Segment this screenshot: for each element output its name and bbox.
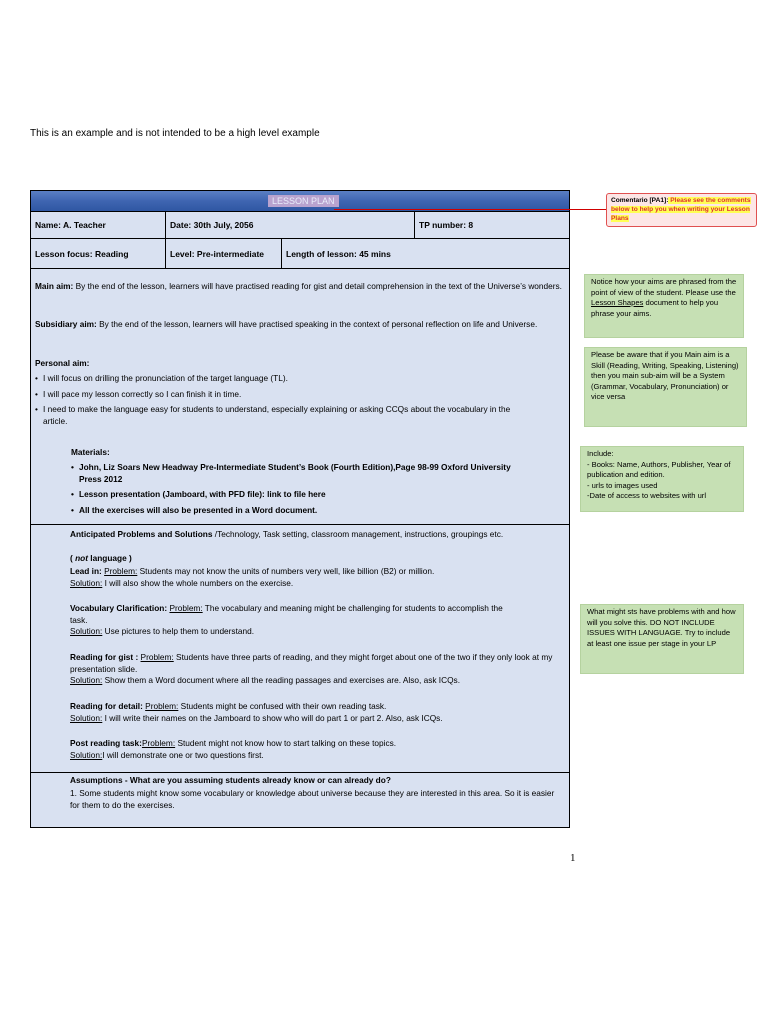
materials-label: Materials: bbox=[71, 447, 110, 457]
intro-text: This is an example and is not intended to be a high level example bbox=[30, 128, 320, 139]
main-aim: Main aim: By the end of the lesson, learners will have practised reading for gist and detail comprehension in the text of the Universe’s wonders. bbox=[35, 281, 562, 291]
review-comment[interactable]: Comentario [PA1]: Please see the comments below to help you when writing your Lesson Plans bbox=[606, 193, 757, 227]
comment-connector bbox=[334, 209, 606, 210]
info-row-1 bbox=[31, 211, 569, 238]
lesson-date: Date: 30th July, 2056 bbox=[165, 212, 414, 238]
list-item: • Lesson presentation (Jamboard, with PFD file): link to file here bbox=[71, 489, 531, 501]
note-include: Include: - Books: Name, Authors, Publisher, Year of publication and edition. - urls to images used -Date of access to websites with url bbox=[580, 446, 744, 512]
note-aims: Notice how your aims are phrased from the point of view of the student. Please use the Lesson Shapes document to help you phrase your aims. bbox=[584, 274, 744, 338]
assumptions-heading: Assumptions - What are you assuming students already know or can already do? bbox=[70, 775, 391, 785]
stage-lead-in: Lead in: Problem: Students may not know the units of numbers very well, like billion (B2) or million. Solution: I will also show the whole numbers on the exercise. bbox=[70, 566, 435, 588]
list-item: • John, Liz Soars New Headway Pre-Intermediate Student’s Book (Fourth Edition),Page 98-99 Oxford University Press 2012 bbox=[71, 462, 531, 485]
list-item: • All the exercises will also be presented in a Word document. bbox=[71, 505, 531, 517]
subsidiary-aim: Subsidiary aim: By the end of the lesson, learners will have practised speaking in the context of personal reflection on life and Universe. bbox=[35, 319, 538, 329]
list-item: • I will pace my lesson correctly so I can finish it in time. bbox=[35, 389, 525, 401]
aims-section bbox=[31, 268, 569, 524]
lesson-focus: Lesson focus: Reading bbox=[35, 248, 129, 259]
tp-number: TP number: 8 bbox=[414, 212, 569, 238]
note-problems: What might sts have problems with and how will you solve this. DO NOT INCLUDE ISSUES WITH LANGUAGE. Try to include at least one issue per stage in your LP bbox=[580, 604, 744, 674]
stage-vocabulary: Vocabulary Clarification: Problem: The vocabulary and meaning might be challenging for students to accomplish the task. Solution: Use pictures to help them to understand. bbox=[70, 603, 503, 636]
problems-section bbox=[31, 524, 569, 772]
lesson-level: Level: Pre-intermediate bbox=[165, 239, 281, 268]
stage-gist: Reading for gist : Problem: Students have three parts of reading, and they might forget about one of the two if they only look at my presentation slide. Solution: Show them a Word document where all the reading passages and exercises are. Also, ask ICQs. bbox=[70, 652, 553, 685]
problems-heading: Anticipated Problems and Solutions /Technology, Task setting, classroom management, instructions, groupings etc. bbox=[70, 529, 504, 539]
teacher-name: Name: A. Teacher bbox=[35, 220, 106, 230]
list-item: • I need to make the language easy for students to understand, especially explaining or asking CCQs about the vocabulary in the article. bbox=[35, 404, 525, 427]
lesson-plan-title: LESSON PLAN bbox=[268, 195, 339, 207]
assumptions-item: 1. Some students might know some vocabulary or knowledge about universe because they are interested in this area. So it is easier for them to do the exercises. bbox=[70, 788, 555, 810]
not-language-note: ( not language ) bbox=[70, 553, 132, 563]
personal-aim-label: Personal aim: bbox=[35, 358, 90, 368]
stage-detail: Reading for detail: Problem: Students might be confused with their own reading task. Solution: I will write their names on the Jamboard to show who will do part 1 or part 2. Also, ask ICQs. bbox=[70, 701, 443, 723]
page-number: 1 bbox=[570, 852, 576, 864]
materials-list bbox=[71, 462, 531, 516]
stage-post-reading: Post reading task:Problem: Student might not know how to start talking on these topics. Solution:I will demonstrate one or two questions first. bbox=[70, 738, 397, 760]
assumptions-section bbox=[31, 772, 569, 827]
lesson-plan-table bbox=[30, 190, 570, 828]
list-item: • I will focus on drilling the pronunciation of the target language (TL). bbox=[35, 373, 525, 385]
note-skill-system: Please be aware that if you Main aim is a Skill (Reading, Writing, Speaking, Listening) then you main sub-aim will be a System (Grammar, Vocabulary, Pronunciation) or vice versa bbox=[584, 347, 747, 427]
personal-aim-list bbox=[35, 373, 525, 427]
info-row-2 bbox=[31, 238, 569, 268]
lesson-length: Length of lesson: 45 mins bbox=[281, 239, 569, 268]
